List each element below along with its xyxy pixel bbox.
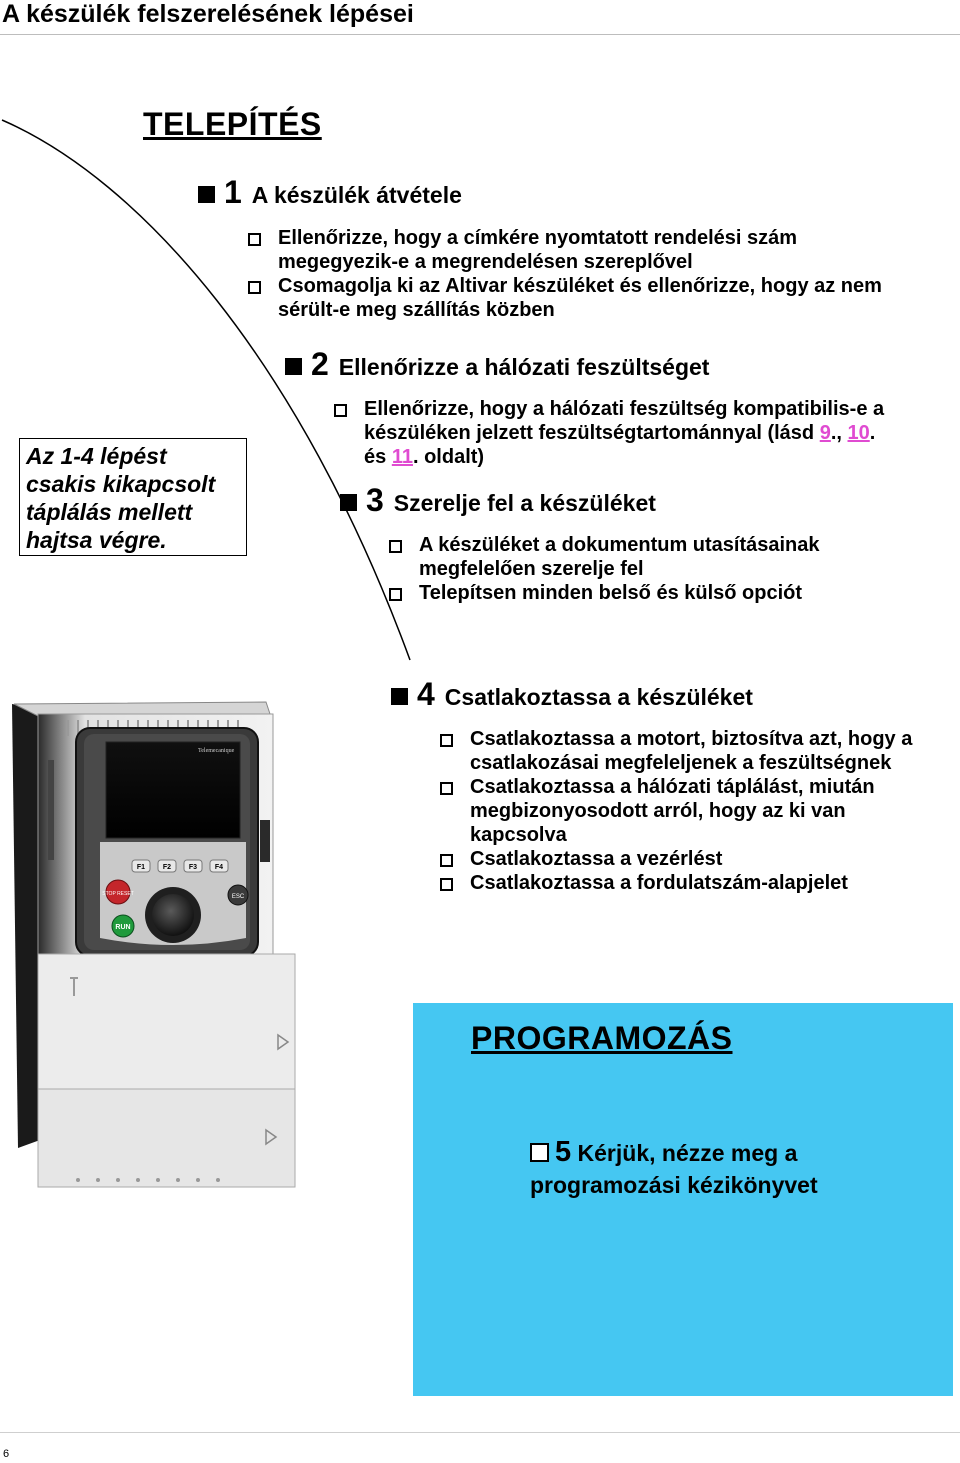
step-title: Szerelje fel a készüléket	[393, 490, 656, 516]
page-title: A készülék felszerelésének lépései	[2, 0, 414, 28]
altivar-device-image	[8, 700, 308, 1200]
step-number: 3	[366, 482, 384, 518]
checkbox-icon	[440, 734, 453, 747]
step-3-heading	[340, 482, 656, 519]
checkbox-icon	[530, 1143, 549, 1162]
step-5: 5 Kérjük, nézze meg a programozási kézikönyvet	[530, 1136, 818, 1198]
page-10-link[interactable]: 10	[847, 422, 870, 444]
list-item: Telepítsen minden belső és külső opciót	[389, 581, 949, 605]
checkbox-icon	[440, 782, 453, 795]
checkbox-icon	[389, 540, 402, 553]
step-4-heading	[391, 676, 753, 713]
list-item: Ellenőrizze, hogy a hálózati feszültség kompatibilis-e a készüléken jelzett feszültségtartománnyal (lásd 9., 10. és 11. oldalt)	[334, 397, 949, 469]
list-item: Ellenőrizze, hogy a címkére nyomtatott rendelési szám megegyezik-e a megrendelésen szereplővel	[248, 226, 948, 274]
checkbox-icon	[440, 878, 453, 891]
checkbox-icon	[389, 588, 402, 601]
list-item: Csatlakoztassa a vezérlést	[440, 847, 955, 871]
step-2-items	[334, 397, 949, 469]
checkbox-icon	[248, 281, 261, 294]
page-header	[0, 0, 960, 30]
svg-text:F3: F3	[188, 864, 198, 871]
programming-title: PROGRAMOZÁS	[471, 1020, 733, 1056]
svg-text:ESC: ESC	[231, 894, 245, 900]
filled-square-icon	[198, 186, 215, 203]
filled-square-icon	[340, 494, 357, 511]
footer-divider	[0, 1432, 960, 1433]
svg-text:F2: F2	[162, 864, 172, 871]
brand-label: Telemecanique	[198, 748, 235, 754]
header-divider	[0, 34, 960, 35]
list-item: Csatlakoztassa a motort, biztosítva azt, hogy a csatlakozásai megfeleljenek a feszültségnek	[440, 727, 955, 775]
filled-square-icon	[391, 688, 408, 705]
page-number: 6	[3, 1448, 10, 1460]
page-11-link[interactable]: 11	[391, 446, 413, 468]
list-item: Csatlakoztassa a hálózati táplálást, miután megbizonyosodott arról, hogy az ki van kapcsolva	[440, 775, 955, 847]
svg-text:F1: F1	[136, 864, 146, 871]
step-4-items	[440, 727, 955, 895]
power-off-note: Az 1-4 lépést csakis kikapcsolt táplálás mellett hajtsa végre.	[19, 438, 247, 556]
checkbox-icon	[440, 854, 453, 867]
step-title: A készülék átvétele	[251, 182, 462, 208]
step-2-heading	[285, 346, 709, 383]
step-number: 2	[311, 346, 329, 382]
filled-square-icon	[285, 358, 302, 375]
list-item: Csomagolja ki az Altivar készüléket és ellenőrizze, hogy az nem sérült-e meg szállítás közben	[248, 274, 948, 322]
step-3-items	[389, 533, 949, 605]
step-1-heading	[198, 174, 462, 211]
install-title: TELEPÍTÉS	[143, 106, 322, 142]
step-number: 1	[224, 174, 242, 210]
list-item: Csatlakoztassa a fordulatszám-alapjelet	[440, 871, 955, 895]
page-9-link[interactable]: 9	[819, 422, 831, 444]
list-item: A készüléket a dokumentum utasításainak megfelelően szerelje fel	[389, 533, 949, 581]
checkbox-icon	[248, 233, 261, 246]
checkbox-icon	[334, 404, 347, 417]
svg-text:STOP RESET: STOP RESET	[102, 891, 134, 897]
svg-text:RUN: RUN	[115, 924, 131, 931]
step-number: 5	[555, 1136, 572, 1168]
step-title: Ellenőrizze a hálózati feszültséget	[338, 354, 710, 380]
step-1-items	[248, 226, 948, 322]
step-number: 4	[417, 676, 435, 712]
step-title: Csatlakoztassa a készüléket	[444, 684, 753, 710]
svg-text:F4: F4	[214, 864, 224, 871]
